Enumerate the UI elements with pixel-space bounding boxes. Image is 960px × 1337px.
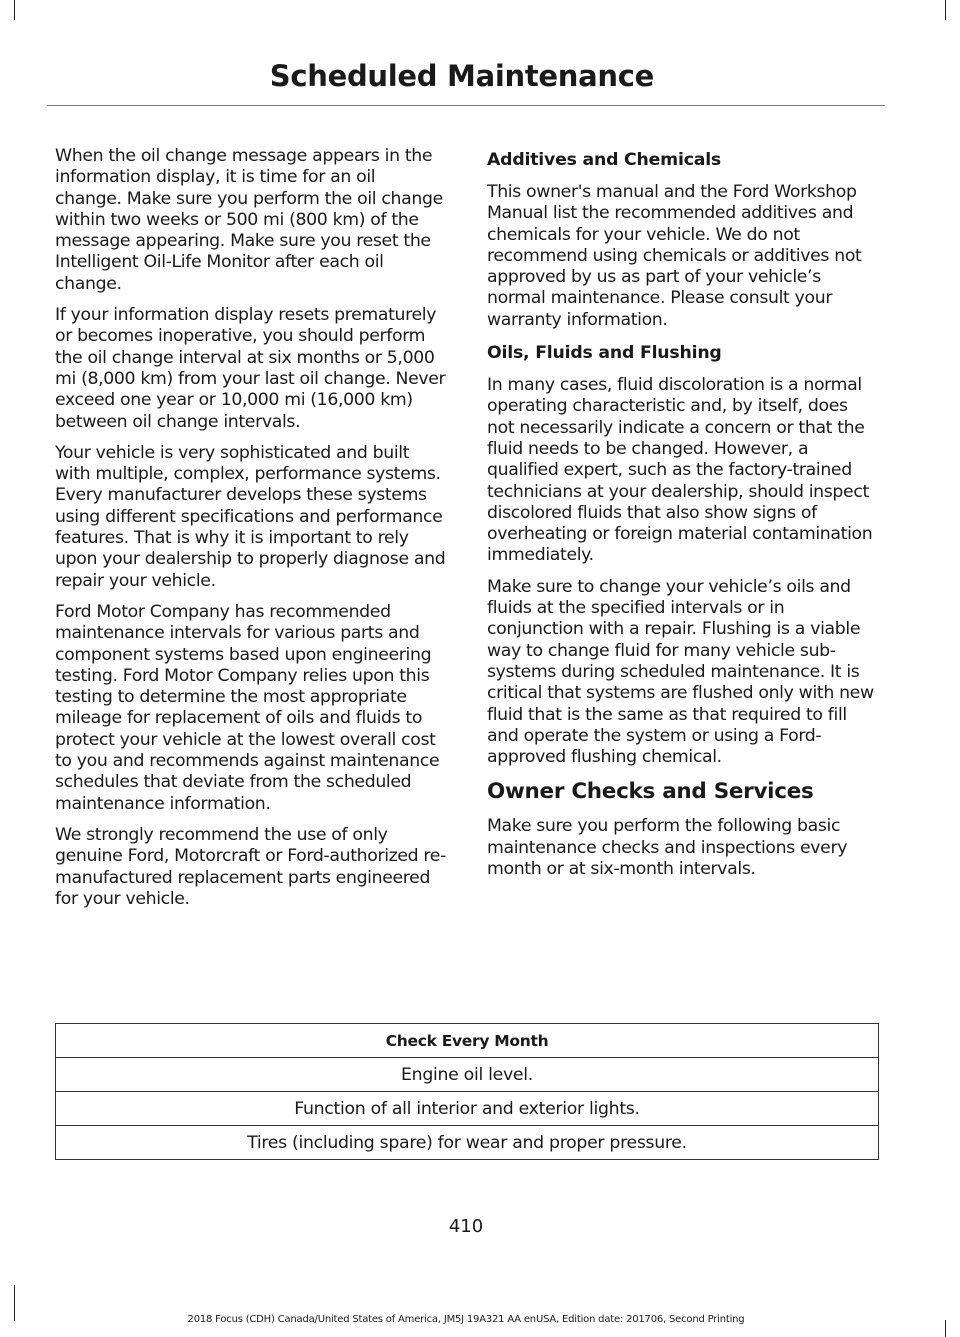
page-title: Scheduled Maintenance <box>269 59 654 93</box>
right-column <box>487 146 879 890</box>
table-header: Check Every Month <box>56 1024 879 1058</box>
table-cell: Tires (including spare) for wear and proper pressure. <box>56 1126 879 1160</box>
header-divider <box>47 105 885 106</box>
table-cell: Function of all interior and exterior lights. <box>56 1092 879 1126</box>
left-column <box>55 146 447 920</box>
paragraph: This owner's manual and the Ford Workshop Manual list the recommended additives and chemicals for your vehicle. We do not recommend using chemicals or additives not approved by us as part of your vehicle’s normal maintenance. Please consult your warranty information. <box>487 182 862 330</box>
table-row <box>56 1092 879 1126</box>
paragraph: Ford Motor Company has recommended maintenance intervals for various parts and component systems based upon engineering testing. Ford Motor Company relies upon this testing to determine the most appropriate mileage for replacement of oils and fluids to protect your vehicle at the lowest overall cost to you and recommends against maintenance schedules that deviate from the scheduled maintenance information. <box>55 601 440 814</box>
paragraph: In many cases, fluid discoloration is a normal operating characteristic and, by itself, does not necessarily indicate a concern or that the fluid needs to be changed. However, a qualified expert, such as the factory-trained technicians at your dealership, should inspect discolored fluids that also show signs of overheating or foreign material contamination immediately. <box>487 375 873 566</box>
footer-text: 2018 Focus (CDH) Canada/United States of America, JM5J 19A321 AA enUSA, Edition date: 201706, Second Printing <box>187 1314 745 1325</box>
paragraph: Your vehicle is very sophisticated and built with multiple, complex, performance systems. Every manufacturer develops these systems using different specifications and performance features. That is why it is important to rely upon your dealership to properly diagnose and repair your vehicle. <box>55 442 446 591</box>
paragraph: When the oil change message appears in the information display, it is time for an oil change. Make sure you perform the oil change within two weeks or 500 mi (800 km) of the message appearing. Make sure you reset the Intelligent Oil-Life Monitor after each oil change. <box>55 146 443 294</box>
section-heading-additives: Additives and Chemicals <box>487 150 722 170</box>
crop-mark-top-left <box>14 0 15 20</box>
crop-mark-bottom-right <box>945 1320 946 1337</box>
monthly-checks-table <box>55 1023 879 1160</box>
paragraph: Make sure you perform the following basic maintenance checks and inspections every month or at six-month intervals. <box>487 816 848 880</box>
crop-mark-top-right <box>945 0 946 20</box>
table-row <box>56 1126 879 1160</box>
paragraph: We strongly recommend the use of only genuine Ford, Motorcraft or Ford-authorized re-manufactured replacement parts engineered for your vehicle. <box>55 824 446 909</box>
table-cell: Engine oil level. <box>56 1058 879 1092</box>
section-heading-owner-checks: Owner Checks and Services <box>487 779 814 805</box>
paragraph: If your information display resets prematurely or becomes inoperative, you should perform the oil change interval at six months or 5,000 mi (8,000 km) from your last oil change. Never exceed one year or 10,000 mi (16,000 km) between oil change intervals. <box>55 305 446 432</box>
table-row <box>56 1058 879 1092</box>
page-number: 410 <box>448 1216 484 1237</box>
paragraph: Make sure to change your vehicle’s oils and fluids at the specified intervals or in conjunction with a repair. Flushing is a viable way to change fluid for many vehicle sub-systems during scheduled maintenance. It is critical that systems are flushed only with new fluid that is the same as that required to fill and operate the system or using a Ford-approved flushing chemical. <box>487 576 874 768</box>
section-heading-oils: Oils, Fluids and Flushing <box>487 343 722 364</box>
